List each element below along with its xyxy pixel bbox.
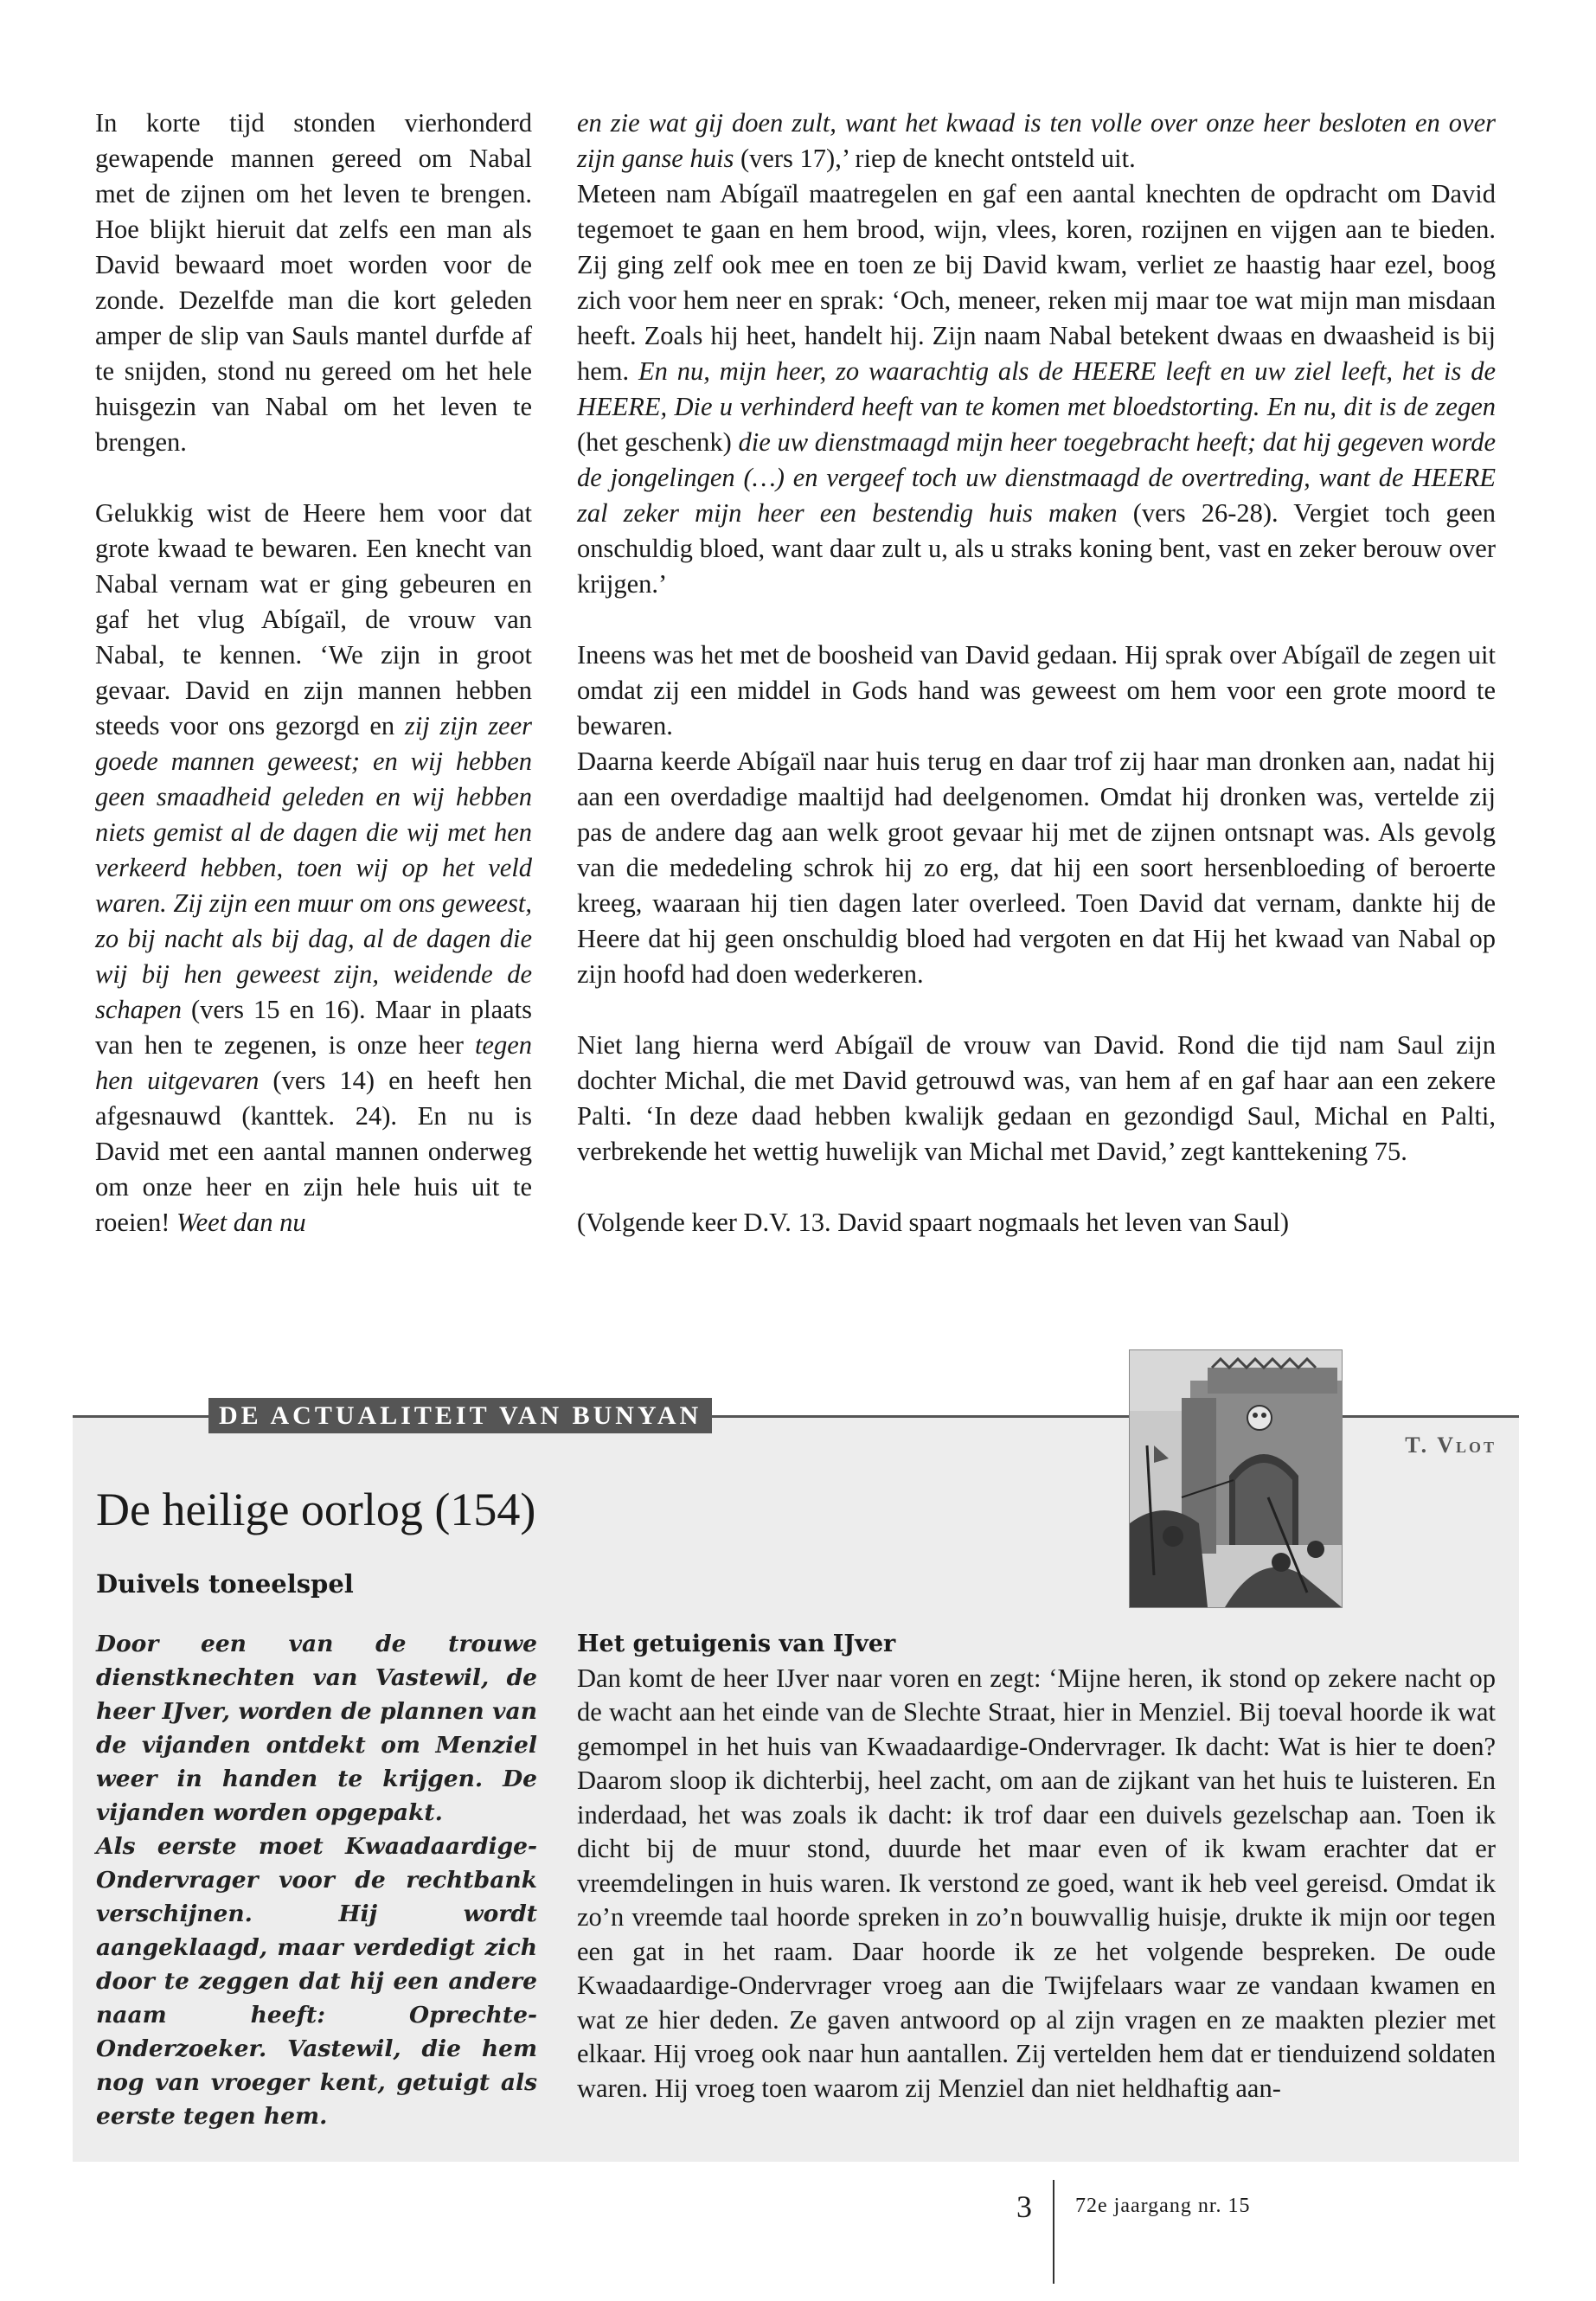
scripture-quote: Weet dan nu [176, 1208, 306, 1237]
lead-summary [96, 1627, 537, 2133]
article-paragraph [577, 1205, 1496, 1240]
text-run: (vers 14) en heeft hen afgesnauwd (kanttek. 24). En nu is David met een aantal mannen onderweg om onze heer en zijn hele huis uit te roeien! [95, 1066, 532, 1237]
article-paragraph [95, 496, 532, 1240]
article-column-right [577, 106, 1496, 1240]
footer-divider [1053, 2180, 1054, 2284]
bunyan-section [73, 1401, 1519, 2162]
text-run: Daarna keerde Abígaïl naar huis terug en daar trof zij haar man dronken aan, nadat hij aan een overdadige maaltijd had deelgenomen. Omdat hij dronken was, vertelde zij pas de andere dag aan welk groot gevaar hij met de zijnen ontsnapt was. Als gevolg van die mededeling schrok hij zo erg, dat hij een soort hersenbloeding of beroerte kreeg, waaraan hij tien dagen later overleed. Toen David dat vernam, dankte hij de Heere dat hij geen onschuldig bloed had vergoten en dat Hij het kwaad van Nabal op zijn hoofd had doen wederkeren. [577, 747, 1496, 989]
lead-paragraph: Als eerste moet Kwaadaardige-Ondervrager voor de rechtbank verschijnen. Hij wordt aangeklaagd, maar verdedigt zich door te zeggen dat hij een andere naam heeft: Oprechte-Onderzoeker. Vastewil, die hem nog van vroeger kent, getuigt als eerste tegen hem. [96, 1833, 537, 2130]
body-paragraph: Dan komt de heer IJver naar voren en zegt: ‘Mijne heren, ik stond op zekere nacht op de wacht aan het einde van de Slechte Straat, hier in Menziel. Bij toeval hoorde ik wat gemompel in het huis van Kwaadaardige-Ondervrager. Ik dacht: Wat is hier te doen? Daarom sloop ik dichterbij, heel zacht, om aan de zijkant van het huis te luisteren. En inderdaad, het was zoals ik dacht: ik trof daar een duivels gezelschap aan. Toen ik dicht bij de muur stond, duurde het maar even of ik kwam erachter dat er vreemdelingen in huis waren. Ik verstond ze goed, want ik heb veel gereisd. Omdat ik zo’n vreemde taal hoorde spreken in zo’n bouwvallig huisje, drukte ik mijn oor tegen een gat in het raam. Daar hoorde ik ze het volgende bespreken. De oude Kwaadaardige-Ondervrager vroeg aan die Twijfelaars waar ze vandaan kwamen en wat ze hier deden. Ze gaven antwoord op al zijn vragen en ze maakten plezier met elkaar. Hij vroeg ook naar hun aantallen. Zij vertelden hem dat er tienduizend soldaten waren. Hij vroeg toen waarom zij Menziel dan niet heldhaftig aan- [577, 1663, 1496, 2103]
text-run: Ineens was het met de boosheid van David gedaan. Hij sprak over Abígaïl de zegen uit omdat zij een middel in Gods hand was geweest om hem voor een grote moord te bewaren. [577, 640, 1496, 740]
section-label: DE ACTUALITEIT VAN BUNYAN [208, 1398, 712, 1433]
text-run: In korte tijd stonden vierhonderd gewapende mannen gereed om Nabal met de zijnen om het leven te brengen. Hoe blijkt hieruit dat zelfs een man als David bewaard moet worden voor de zonde. Dezelfde man die kort geleden amper de slip van Sauls mantel durfde af te snijden, stond nu gereed om het hele huisgezin van Nabal om het leven te brengen. [95, 108, 532, 457]
bunyan-body [577, 1627, 1496, 2106]
lead-paragraph: Door een van de trouwe dienstknechten van Vastewil, de heer IJver, worden de plannen van de vijanden ontdekt om Menziel weer in handen te krijgen. De vijanden worden opgepakt. [96, 1631, 537, 1826]
text-run: Gelukkig wist de Heere hem voor dat grote kwaad te bewaren. Een knecht van Nabal vernam wat er ging gebeuren en gaf het vlug Abígaïl, de vrouw van Nabal, te kennen. ‘We zijn in groot gevaar. David en zijn mannen hebben steeds voor ons gezorgd en [95, 498, 532, 740]
body-heading: Het getuigenis van IJver [577, 1631, 896, 1657]
article-paragraph [577, 106, 1496, 176]
article-paragraph [577, 176, 1496, 602]
siege-illustration [1129, 1349, 1343, 1608]
scripture-quote: die uw dienstmaagd mijn heer toegebracht heeft; dat hij gegeven worde de jongelingen (…) en vergeef toch uw dienstmaagd de overtreding, want de HEERE zal zeker mijn heer een bestendig huis maken [577, 427, 1497, 528]
author-name: T. Vlot [1405, 1433, 1497, 1458]
article-column-left [95, 106, 532, 1240]
text-run: (vers 15 en 16). Maar in plaats van hen te zegenen, is onze heer [95, 995, 532, 1060]
scripture-quote: tegen hen uitgevaren [95, 1030, 532, 1095]
text-run: (vers 17),’ riep de knecht ontsteld uit. [734, 144, 1136, 173]
text-run: Meteen nam Abígaïl maatregelen en gaf een aantal knechten de opdracht om David tegemoet te gaan en hem brood, wijn, vlees, koren, rozijnen en vijgen aan te bieden. Zij ging zelf ook mee en toen ze bij David kwam, verliet ze haastig haar ezel, boog zich voor hem neer en sprak: ‘Och, meneer, reken mij maar toe wat mijn man misdaan heeft. Zoals hij heet, handelt hij. Zijn naam Nabal betekent dwaas en dwaasheid is bij hem. [577, 179, 1496, 386]
article-title: De heilige oorlog (154) [96, 1484, 536, 1535]
article-paragraph [577, 744, 1496, 992]
scripture-quote: En nu, mijn heer, zo waarachtig als de HEERE leeft en uw ziel leeft, het is de HEERE, Die u verhinderd heeft van te komen met bloedstorting. En nu, dit is de zegen [577, 356, 1496, 421]
page-number: 3 [1016, 2189, 1032, 2224]
article-paragraph [577, 1028, 1496, 1170]
scripture-quote: en zie wat gij doen zult, want het kwaad is ten volle over onze heer besloten en over zijn ganse huis [577, 108, 1496, 173]
article-subhead: Duivels toneelspel [96, 1569, 354, 1599]
text-run: (het geschenk) [577, 427, 739, 457]
article-paragraph [577, 638, 1496, 744]
text-run: (vers 26-28). Vergiet toch geen onschuldig bloed, want daar zult u, als u straks koning bent, vast en zeker berouw over krijgen.’ [577, 498, 1496, 599]
article-paragraph [95, 106, 532, 460]
scripture-quote: zij zijn zeer goede mannen geweest; en wij hebben geen smaadheid geleden en wij hebben niets gemist al de dagen die wij met hen verkeerd hebben, toen wij op het veld waren. Zij zijn een muur om ons geweest, zo bij nacht als bij dag, al de dagen die wij bij hen geweest zijn, weidende de schapen [95, 711, 533, 1024]
text-run: Niet lang hierna werd Abígaïl de vrouw van David. Rond die tijd nam Saul zijn dochter Michal, die met David getrouwd was, van hem af en gaf haar aan een zekere Palti. ‘In deze daad hebben kwalijk gedaan en gezondigd Saul, Michal en Palti, verbrekende het wettig huwelijk van Michal met David,’ zegt kanttekening 75. [577, 1030, 1496, 1166]
issue-label: 72e jaargang nr. 15 [1075, 2195, 1251, 2217]
text-run: (Volgende keer D.V. 13. David spaart nogmaals het leven van Saul) [577, 1208, 1290, 1237]
siege-engraving-icon [1130, 1350, 1342, 1607]
